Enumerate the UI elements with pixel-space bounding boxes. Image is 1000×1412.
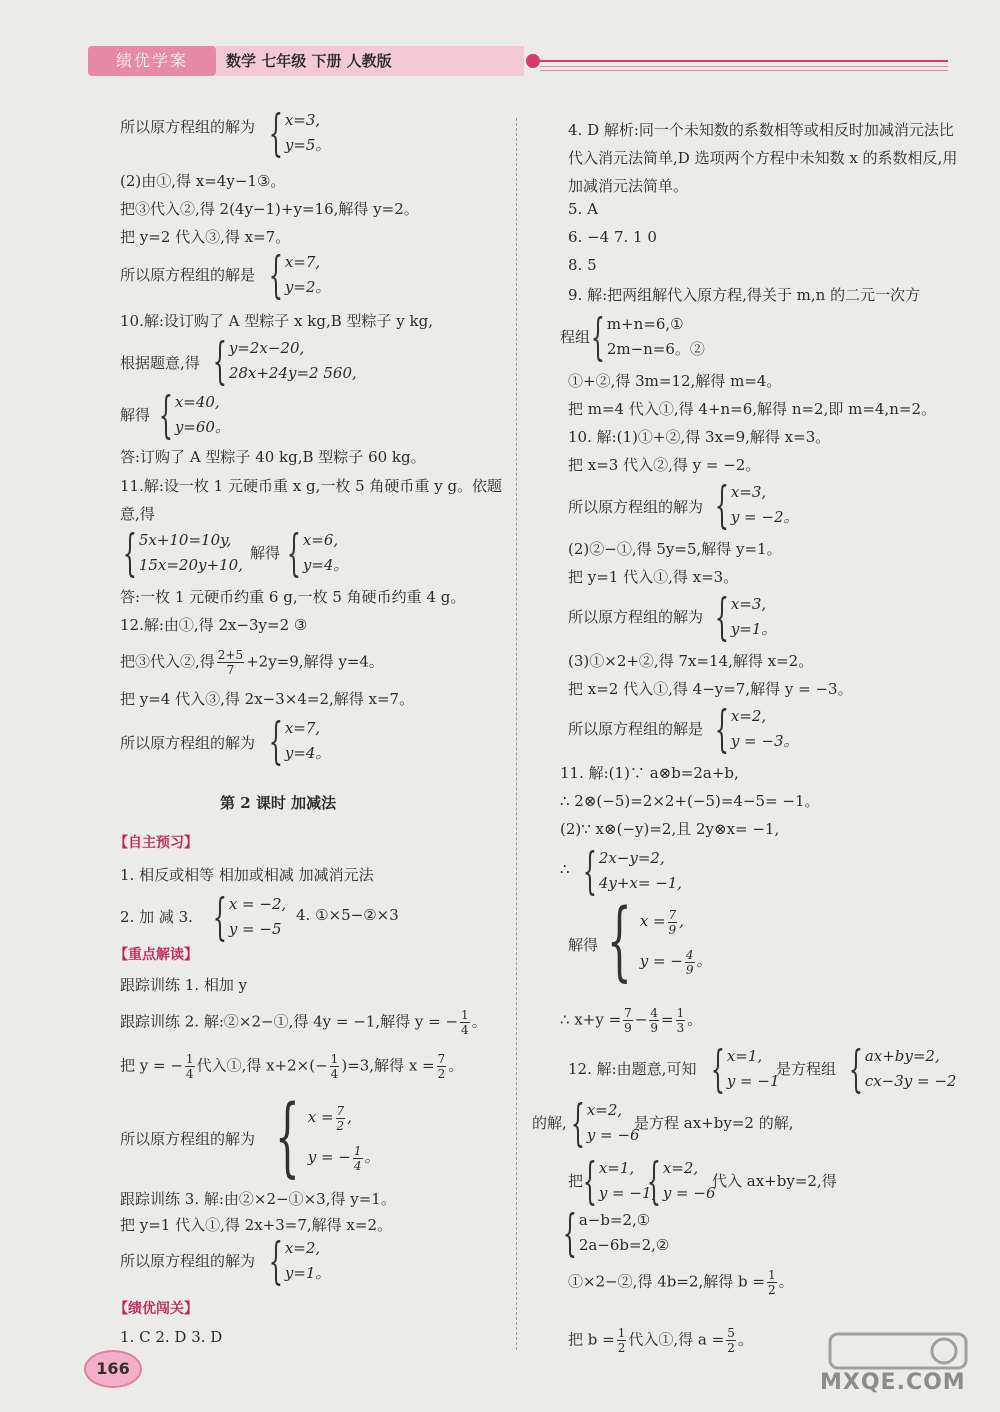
- text-line: 解得: [250, 544, 281, 562]
- equation-system: { x=2, y = −3。: [714, 700, 799, 758]
- equation-system: { x=7, y=2。: [268, 246, 331, 304]
- header-rule: [540, 60, 948, 62]
- equation-system: { x = $\frac{7}{2}$ , y = − $\frac{1}{4}$ 。: [275, 1087, 380, 1187]
- equation-system: { 2x−y=2, 4y+x= −1,: [582, 842, 683, 900]
- equation-system: { x=2, y = −6: [570, 1094, 640, 1152]
- section-tag: 【自主预习】: [114, 835, 198, 851]
- text-line: (2)由①,得 x=4y−1③。: [120, 172, 286, 190]
- text-line: ①×2−②,得 4b=2,解得 b = $\frac{1}{2}$ 。: [568, 1268, 794, 1297]
- subject-label: 数学 七年级 下册 人教版: [216, 46, 524, 76]
- text-line: 是方程 ax+by=2 的解,: [634, 1114, 794, 1132]
- text-line: 跟踪训练 1. 相加 y: [120, 976, 248, 994]
- text-line: 把: [568, 1172, 584, 1190]
- text-line: ∴: [560, 860, 570, 878]
- equation-system: { x=7, y=4。: [268, 712, 331, 770]
- text-line: 把③代入②,得 2(4y−1)+y=16,解得 y=2。: [120, 200, 419, 218]
- text-line: 跟踪训练 2. 解:②×2−①,得 4y = −1,解得 y = − $\frac{1}{4}$ 。: [120, 1008, 487, 1037]
- text-line: 所以原方程组的解是: [120, 266, 256, 284]
- text-line: 12. 解:由题意,可知: [568, 1060, 697, 1078]
- text-line: 的解,: [532, 1114, 567, 1132]
- text-line: 解得: [120, 406, 151, 424]
- text-line: 所以原方程组的解为: [568, 498, 704, 516]
- text-line: ①+②,得 3m=12,解得 m=4。: [568, 372, 782, 390]
- text-line: 所以原方程组的解为: [120, 1252, 256, 1270]
- equation-system: { a−b=2,① 2a−6b=2,②: [562, 1204, 670, 1262]
- text-line: (2)∵ x⊗(−y)=2,且 2y⊗x= −1,: [560, 820, 780, 838]
- text-line: 程组: [560, 328, 591, 346]
- equation-system: { x=3, y = −2。: [714, 476, 799, 534]
- text-line: (2)②−①,得 5y=5,解得 y=1。: [568, 540, 782, 558]
- text-line: 5. A: [568, 200, 598, 218]
- text-line: 是方程组: [776, 1060, 837, 1078]
- equation-system: { x=2, y=1。: [268, 1232, 331, 1290]
- text-line: 11.解:设一枚 1 元硬币重 x g,一枚 5 角硬币重 y g。依题意,得: [120, 477, 503, 523]
- equation-system: { 5x+10=10y, 15x=20y+10,: [122, 524, 243, 582]
- text-line: 把 x=3 代入②,得 y = −2。: [568, 456, 761, 474]
- equation-system: { y=2x−20, 28x+24y=2 560,: [212, 332, 357, 390]
- equation-system: { x=6, y=4。: [286, 524, 349, 582]
- page-header: [88, 42, 948, 82]
- equation-system: { x=40, y=60。: [158, 386, 230, 444]
- text-line: 代入 ax+by=2,得: [712, 1172, 837, 1190]
- text-line: 所以原方程组的解是: [568, 720, 704, 738]
- section-title: 第 2 课时 加减法: [220, 794, 337, 812]
- equation-system: { x=2, y = −6: [646, 1152, 716, 1210]
- text-line: 答:订购了 A 型粽子 40 kg,B 型粽子 60 kg。: [120, 448, 426, 466]
- text-line: 2. 加 减 3.: [120, 908, 193, 926]
- section-tag: 【绩优闯关】: [114, 1301, 198, 1317]
- text-line: 跟踪训练 3. 解:由②×2−①×3,得 y=1。: [120, 1190, 396, 1208]
- column-divider: [516, 118, 517, 1350]
- watermark-logo: [828, 1330, 968, 1370]
- equation-system: { x=1, y = −1: [710, 1040, 780, 1098]
- text-line: 所以原方程组的解为: [120, 118, 256, 136]
- text-line: 4. D 解析:同一个未知数的系数相等或相反时加减消元法比代入消元法简单,D 选项两个方程中未知数 x 的系数相反,用加减消元法简单。: [568, 121, 958, 195]
- book-series-tab: 绩优学案: [88, 46, 216, 76]
- text-line: 所以原方程组的解为: [120, 734, 256, 752]
- page-number: 166: [84, 1350, 142, 1388]
- text-line: 12.解:由①,得 2x−3y=2 ③: [120, 616, 308, 634]
- header-dot: [526, 54, 540, 68]
- text-line: 10.解:设订购了 A 型粽子 x kg,B 型粽子 y kg,: [120, 312, 433, 330]
- text-line: 1. C 2. D 3. D: [120, 1328, 223, 1346]
- text-line: 10. 解:(1)①+②,得 3x=9,解得 x=3。: [568, 428, 831, 446]
- text-line: ∴ x+y = $\frac{7}{9}$ − $\frac{4}{9}$ = $\frac{1}{3}$ 。: [560, 1006, 703, 1035]
- text-line: 把 y=1 代入①,得 x=3。: [568, 568, 739, 586]
- text-line: 把 x=2 代入①,得 4−y=7,解得 y = −3。: [568, 680, 853, 698]
- text-line: 所以原方程组的解为: [568, 608, 704, 626]
- text-line: 把 m=4 代入①,得 4+n=6,解得 n=2,即 m=4,n=2。: [568, 400, 937, 418]
- equation-system: { x = −2, y = −5: [212, 888, 287, 946]
- equation-system: { x=1, y = −1,: [582, 1152, 657, 1210]
- text-line: 把 y = − $\frac{1}{4}$ 代入①,得 x+2×(− $\frac{1}{4}$ )=3,解得 x = $\frac{7}{2}$ 。: [120, 1052, 464, 1081]
- text-line: 根据题意,得: [120, 354, 200, 372]
- text-line: 8. 5: [568, 256, 597, 274]
- text-line: 把③代入②,得 $\frac{2+5}{7}$ +2y=9,解得 y=4。: [120, 648, 384, 677]
- equation-system: { x=3, y=1。: [714, 588, 777, 646]
- header-rule-thin: [540, 70, 948, 71]
- text-line: 4. ①×5−②×3: [296, 906, 399, 924]
- equation-system: { x=3, y=5。: [268, 104, 331, 162]
- text-line: 答:一枚 1 元硬币约重 6 g,一枚 5 角硬币约重 4 g。: [120, 588, 466, 606]
- text-line: 把 b = $\frac{1}{2}$ 代入①,得 a = $\frac{5}{2}$ 。: [568, 1326, 753, 1355]
- equation-system: { ax+by=2, cx−3y = −2: [848, 1040, 957, 1098]
- section-tag: 【重点解读】: [114, 947, 198, 963]
- text-line: 解得: [568, 936, 599, 954]
- text-line: 把 y=2 代入③,得 x=7。: [120, 228, 291, 246]
- text-line: 1. 相反或相等 相加或相减 加减消元法: [120, 866, 374, 884]
- watermark-text: MXQE.COM: [820, 1370, 966, 1395]
- text-line: 11. 解:(1)∵ a⊗b=2a+b,: [560, 764, 739, 782]
- header-rule-thin: [540, 66, 948, 67]
- equation-system: { x = $\frac{7}{9}$ , y = − $\frac{4}{9}$ 。: [607, 891, 712, 991]
- text-line: 9. 解:把两组解代入原方程,得关于 m,n 的二元一次方: [568, 286, 921, 304]
- text-line: 把 y=4 代入③,得 2x−3×4=2,解得 x=7。: [120, 690, 415, 708]
- text-line: ∴ 2⊗(−5)=2×2+(−5)=4−5= −1。: [560, 792, 820, 810]
- equation-system: { m+n=6,① 2m−n=6。②: [590, 308, 705, 366]
- text-line: 所以原方程组的解为: [120, 1130, 256, 1148]
- text-line: 把 y=1 代入①,得 2x+3=7,解得 x=2。: [120, 1216, 392, 1234]
- text-line: (3)①×2+②,得 7x=14,解得 x=2。: [568, 652, 814, 670]
- text-line: 6. −4 7. 1 0: [568, 228, 657, 246]
